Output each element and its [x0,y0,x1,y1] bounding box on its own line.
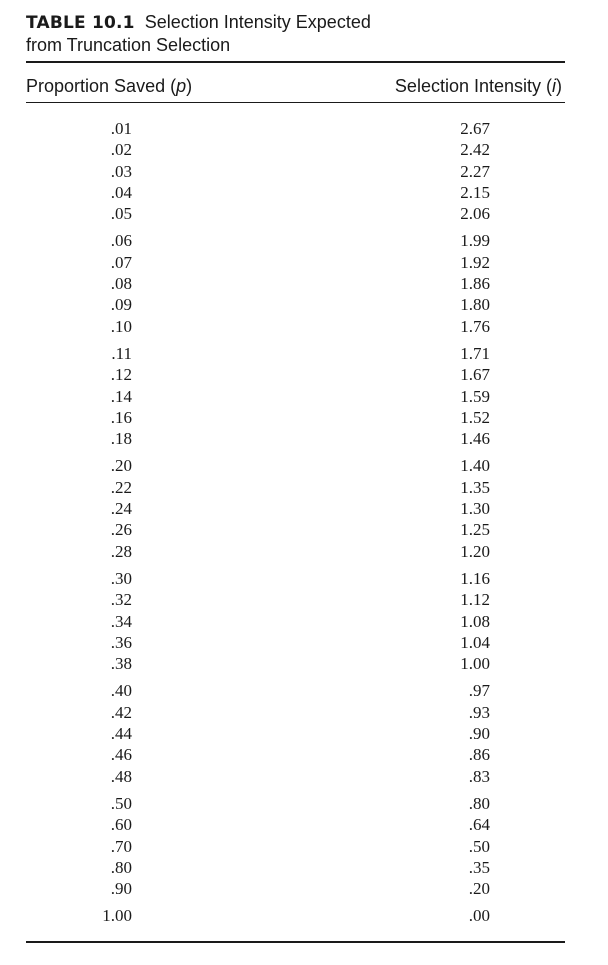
table-body [0,118,608,933]
column-header-proportion-saved [26,75,192,97]
row-group [0,905,608,926]
proportion-saved-cell: .70 [110,836,132,856]
proportion-saved-cell: .30 [110,568,132,588]
row-group [0,568,608,674]
table-row [0,702,608,723]
selection-intensity-cell: 1.16 [460,568,490,588]
selection-intensity-cell: .97 [468,681,490,701]
table-row [0,541,608,562]
selection-intensity-cell: 1.76 [460,316,490,336]
selection-intensity-cell: 2.15 [460,182,490,202]
column-header-selection-intensity [395,75,562,97]
selection-intensity-cell: .35 [468,857,490,877]
selection-intensity-cell: 2.42 [460,140,490,160]
selection-intensity-cell: 1.52 [460,407,490,427]
proportion-saved-cell: .48 [110,766,132,786]
proportion-saved-cell: .22 [110,477,132,497]
selection-intensity-cell: .64 [468,815,490,835]
header-p-close: ) [186,76,193,96]
proportion-saved-cell: .09 [110,295,132,315]
table-row [0,230,608,251]
table-row [0,632,608,653]
table-row [0,653,608,674]
selection-intensity-cell: 1.46 [460,429,490,449]
table-row [0,519,608,540]
table-row [0,428,608,449]
selection-intensity-cell: 1.00 [460,654,490,674]
table-label: TABLE 10.1 [26,13,135,33]
selection-intensity-cell: 1.71 [460,343,490,363]
caption-line-1 [26,11,371,34]
row-group [0,230,608,336]
header-rule [26,102,565,103]
proportion-saved-cell: .18 [110,429,132,449]
proportion-saved-cell: .42 [110,702,132,722]
selection-intensity-cell: .83 [468,766,490,786]
table-row [0,905,608,926]
table-row [0,793,608,814]
proportion-saved-cell: .20 [110,456,132,476]
table-row [0,273,608,294]
table-row [0,814,608,835]
selection-intensity-cell: 1.08 [460,611,490,631]
proportion-saved-cell: .03 [110,161,132,181]
selection-intensity-cell: 1.35 [460,477,490,497]
table-row [0,407,608,428]
selection-intensity-cell: 1.04 [460,632,490,652]
proportion-saved-cell: .32 [110,590,132,610]
table-row [0,680,608,701]
selection-intensity-cell: 1.12 [460,590,490,610]
selection-intensity-cell: 2.27 [460,161,490,181]
selection-intensity-cell: .20 [468,879,490,899]
selection-intensity-cell: .90 [468,724,490,744]
row-group [0,793,608,899]
table-row [0,386,608,407]
table-row [0,766,608,787]
header-i-symbol: i [552,76,556,96]
bottom-rule [26,941,565,943]
selection-intensity-cell: 1.40 [460,456,490,476]
proportion-saved-cell: .26 [110,520,132,540]
table-row [0,589,608,610]
proportion-saved-cell: .50 [110,793,132,813]
selection-intensity-cell: 1.25 [460,520,490,540]
row-group [0,343,608,449]
proportion-saved-cell: .01 [110,119,132,138]
selection-intensity-cell: 1.80 [460,295,490,315]
proportion-saved-cell: .34 [110,611,132,631]
top-rule [26,61,565,63]
selection-intensity-cell: .93 [468,702,490,722]
proportion-saved-cell: .38 [110,654,132,674]
selection-intensity-cell: 1.92 [460,252,490,272]
row-group [0,118,608,224]
proportion-saved-cell: .24 [110,499,132,519]
row-group [0,680,608,786]
proportion-saved-cell: .40 [110,681,132,701]
table-row [0,836,608,857]
table-row [0,252,608,273]
table-row [0,294,608,315]
header-p-text: Proportion Saved ( [26,76,177,96]
header-p-symbol: p [176,76,187,96]
selection-intensity-cell: 1.59 [460,386,490,406]
table-row [0,723,608,744]
header-i-text: Selection Intensity ( [394,76,552,96]
proportion-saved-cell: .36 [110,632,132,652]
header-i-close: ) [556,76,562,96]
proportion-saved-cell: .60 [110,815,132,835]
proportion-saved-cell: .28 [110,541,132,561]
proportion-saved-cell: .08 [110,274,132,294]
table-row [0,161,608,182]
table-row [0,364,608,385]
table-row [0,744,608,765]
proportion-saved-cell: .12 [110,365,132,385]
table-title: Selection Intensity Expected [144,12,371,32]
selection-intensity-cell: 2.67 [460,119,490,138]
proportion-saved-cell: .46 [110,745,132,765]
proportion-saved-cell: 1.00 [102,906,132,926]
selection-intensity-cell: 1.99 [460,231,490,251]
selection-intensity-cell: 2.06 [460,204,490,224]
table-caption [26,11,371,56]
selection-intensity-cell: .80 [468,793,490,813]
selection-intensity-cell: .00 [468,906,490,926]
table-row [0,182,608,203]
table-row [0,203,608,224]
selection-intensity-cell: 1.67 [460,365,490,385]
table-row [0,316,608,337]
table-row [0,568,608,589]
proportion-saved-cell: .14 [110,386,132,406]
table-row [0,878,608,899]
table-subtitle: from Truncation Selection [26,35,231,55]
table-row [0,118,608,139]
proportion-saved-cell: .90 [110,879,132,899]
proportion-saved-cell: .07 [110,252,132,272]
proportion-saved-cell: .16 [110,407,132,427]
proportion-saved-cell: .04 [110,182,132,202]
proportion-saved-cell: .05 [110,204,132,224]
table-row [0,343,608,364]
table-row [0,455,608,476]
proportion-saved-cell: .80 [110,857,132,877]
table-row [0,857,608,878]
table-row [0,139,608,160]
proportion-saved-cell: .02 [110,140,132,160]
selection-intensity-cell: 1.20 [460,541,490,561]
proportion-saved-cell: .44 [110,724,132,744]
table-row [0,498,608,519]
selection-intensity-cell: 1.86 [460,274,490,294]
table-row [0,477,608,498]
table-row [0,611,608,632]
proportion-saved-cell: .10 [110,316,132,336]
proportion-saved-cell: .11 [111,343,132,363]
selection-intensity-cell: 1.30 [460,499,490,519]
selection-intensity-cell: .50 [468,836,490,856]
row-group [0,455,608,561]
selection-intensity-cell: .86 [468,745,490,765]
proportion-saved-cell: .06 [110,231,132,251]
